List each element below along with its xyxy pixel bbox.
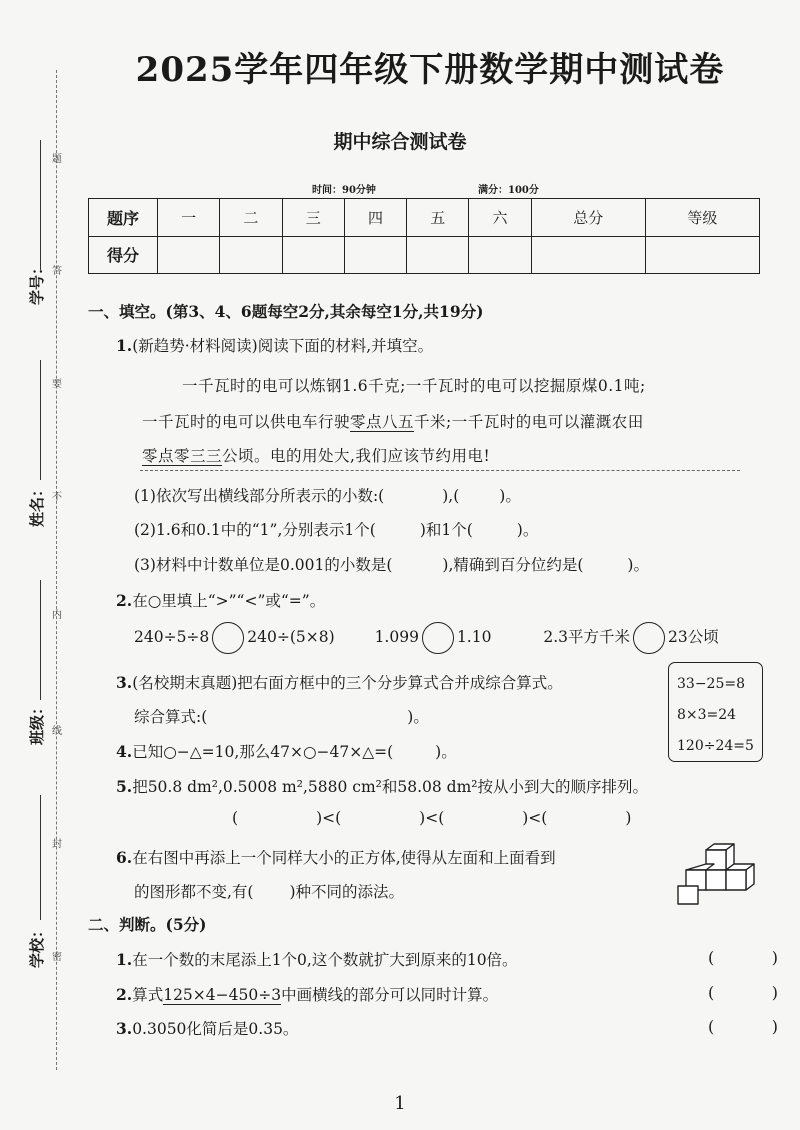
student-id-underline — [40, 140, 41, 270]
score-table-score-row — [89, 236, 760, 274]
paren-open: ( — [708, 948, 715, 967]
compare-circle[interactable] — [633, 622, 665, 654]
score-table-cell: 二 — [220, 199, 282, 237]
q1-sub1-text: (1)依次写出横线部分所表示的小数:( — [134, 487, 385, 505]
q3-answer-end: )。 — [407, 708, 429, 726]
q3-number: 3. — [116, 673, 133, 692]
passage-text: 千米;一千瓦时的电可以灌溉农田 — [414, 413, 644, 431]
paren-open: ( — [708, 1017, 715, 1036]
q6-text: 在右图中再添上一个同样大小的正方体,使得从左面和上面看到 — [132, 849, 556, 867]
q4-end: )。 — [435, 743, 457, 761]
seal-char: 密 — [52, 952, 62, 963]
compare-circle[interactable] — [212, 622, 244, 654]
q6-number: 6. — [116, 848, 133, 867]
q1-sub2-text: )。 — [516, 521, 539, 539]
q6-text: 的图形都不变,有( — [134, 883, 254, 901]
order-part: )<( — [419, 809, 445, 827]
q3-stem — [116, 671, 563, 693]
name-label: 姓名： — [28, 481, 46, 527]
judge-text: 中画横线的部分可以同时计算。 — [281, 986, 499, 1004]
class-label: 班级： — [28, 699, 46, 745]
q1-sub1 — [134, 484, 521, 506]
paren-open: ( — [708, 983, 715, 1002]
student-id-label: 学号： — [28, 259, 46, 305]
q5-order — [232, 809, 631, 827]
score-input-cell[interactable] — [158, 236, 220, 274]
passage-underlined-number: 零点八五 — [350, 413, 415, 431]
q4-text: 已知○−△=10,那么47×○−47×△=( — [132, 743, 394, 761]
passage-underlined-number: 零点零三三 — [142, 447, 223, 465]
binding-dashed-line — [56, 70, 57, 1070]
seal-char: 封 — [52, 839, 62, 850]
score-input-cell[interactable] — [531, 236, 645, 274]
q1-passage-line1: 一千瓦时的电可以炼钢1.6千克;一千瓦时的电可以挖掘原煤0.1吨; — [182, 377, 646, 395]
passage-text: 公顷。电的用处大,我们应该节约用电! — [222, 447, 491, 465]
seal-char: 答 — [52, 266, 62, 277]
score-table-cell: 六 — [469, 199, 531, 237]
compare-expr: 1.099 — [374, 628, 419, 646]
q1-sub2-text: (2)1.6和0.1中的“1”,分别表示1个( — [134, 521, 376, 539]
q2-comparisons — [134, 622, 719, 654]
order-part: )<( — [316, 809, 342, 827]
score-input-cell[interactable] — [220, 236, 282, 274]
cube-stack-figure — [676, 842, 768, 908]
compare-circle[interactable] — [422, 622, 454, 654]
score-input-cell[interactable] — [407, 236, 469, 274]
judge-number: 1. — [116, 950, 133, 969]
q5 — [116, 775, 648, 797]
judge-item — [116, 983, 498, 1005]
school-underline — [40, 795, 41, 920]
q1-stem-text: (新趋势·材料阅读)阅读下面的材料,并填空。 — [132, 337, 434, 355]
score-table-cell: 一 — [158, 199, 220, 237]
passage-divider — [140, 470, 740, 471]
score-table-cell: 等级 — [645, 199, 759, 237]
judge-item — [116, 948, 518, 970]
score-input-cell[interactable] — [344, 236, 406, 274]
exam-subtitle: 期中综合测试卷 — [333, 131, 467, 153]
exam-title: 2025学年四年级下册数学期中测试卷 — [135, 50, 725, 90]
score-row-label: 得分 — [89, 236, 158, 274]
q3-equation-box — [668, 662, 763, 762]
score-table-header-row — [89, 199, 760, 237]
compare-expr: 2.3平方千米 — [543, 628, 630, 646]
passage-text: 一千瓦时的电可以供电车行驶 — [142, 413, 351, 431]
section1-heading: 一、填空。(第3、4、6题每空2分,其余每空1分,共19分) — [88, 302, 484, 321]
score-table-cell: 三 — [282, 199, 344, 237]
paren-close: ) — [771, 1017, 778, 1036]
seal-char: 线 — [52, 726, 62, 737]
judge-text: 0.3050化简后是0.35。 — [132, 1020, 299, 1038]
q1-sub3-text: )。 — [627, 556, 649, 574]
exam-time: 时间：90分钟 — [312, 185, 376, 196]
paren-close: ) — [771, 983, 778, 1002]
score-table — [88, 198, 760, 274]
section2-heading: 二、判断。(5分) — [88, 915, 207, 934]
q2-stem — [116, 589, 325, 611]
q6-text: )种不同的添法。 — [289, 883, 405, 901]
order-part: ( — [232, 809, 239, 827]
judge-text: 算式 — [132, 986, 164, 1004]
score-input-cell[interactable] — [469, 236, 531, 274]
box-equation: 120÷24=5 — [677, 738, 754, 754]
judge-answer-paren[interactable] — [708, 948, 778, 967]
paren-close: ) — [771, 948, 778, 967]
q1-passage-line3 — [142, 444, 490, 466]
compare-expr: 240÷5÷8 — [134, 628, 210, 646]
q1-sub3-text: ),精确到百分位约是( — [442, 556, 584, 574]
exam-full-score: 满分：100分 — [478, 185, 539, 196]
class-underline — [40, 580, 41, 700]
judge-answer-paren[interactable] — [708, 983, 778, 1002]
q1-sub3-text: (3)材料中计数单位是0.001的小数是( — [134, 556, 393, 574]
q6-line1 — [116, 846, 556, 868]
q1-stem — [116, 334, 433, 356]
order-part: ) — [625, 809, 632, 827]
score-input-cell[interactable] — [645, 236, 759, 274]
score-input-cell[interactable] — [282, 236, 344, 274]
q1-sub1-text: ),( — [442, 487, 460, 505]
seal-char: 内 — [52, 610, 62, 621]
school-label: 学校： — [28, 922, 46, 968]
score-table-cell: 题序 — [89, 199, 158, 237]
q1-passage-line2 — [142, 410, 644, 432]
q1-number: 1. — [116, 336, 133, 355]
judge-text: 在一个数的末尾添上1个0,这个数就扩大到原来的10倍。 — [132, 951, 518, 969]
q2-number: 2. — [116, 591, 133, 610]
q4 — [116, 740, 457, 762]
compare-expr: 1.10 — [456, 628, 492, 646]
judge-item — [116, 1017, 298, 1039]
q5-number: 5. — [116, 777, 133, 796]
compare-expr: 23公顷 — [667, 628, 719, 646]
order-part: )<( — [522, 809, 548, 827]
judge-underlined-expr: 125×4−450÷3 — [163, 986, 282, 1004]
seal-char: 题 — [52, 154, 62, 165]
q3-stem-text: (名校期末真题)把右面方框中的三个分步算式合并成综合算式。 — [132, 674, 563, 692]
compare-expr: 240÷(5×8) — [247, 628, 335, 646]
q1-sub1-text: )。 — [499, 487, 521, 505]
q3-answer-label: 综合算式:( — [134, 708, 208, 726]
judge-answer-paren[interactable] — [708, 1017, 778, 1036]
score-table-cell: 五 — [407, 199, 469, 237]
seal-char: 不 — [52, 492, 62, 503]
page-number: 1 — [394, 1093, 406, 1114]
box-equation: 8×3=24 — [677, 707, 737, 723]
q6-line2 — [134, 880, 404, 902]
box-equation: 33−25=8 — [677, 676, 745, 692]
judge-number: 2. — [116, 985, 133, 1004]
score-table-cell: 四 — [344, 199, 406, 237]
score-table-cell: 总分 — [531, 199, 645, 237]
name-underline — [40, 360, 41, 480]
q3-answer — [134, 705, 429, 727]
seal-char: 要 — [52, 379, 62, 390]
judge-number: 3. — [116, 1019, 133, 1038]
q4-number: 4. — [116, 742, 133, 761]
q5-text: 把50.8 dm²,0.5008 m²,5880 cm²和58.08 dm²按从小到大的顺序排列。 — [132, 778, 648, 796]
q1-sub2 — [134, 518, 538, 540]
q2-stem-text: 在○里填上“>”“<”或“=”。 — [132, 592, 326, 610]
q1-sub2-text: )和1个( — [419, 521, 473, 539]
q1-sub3 — [134, 553, 649, 575]
